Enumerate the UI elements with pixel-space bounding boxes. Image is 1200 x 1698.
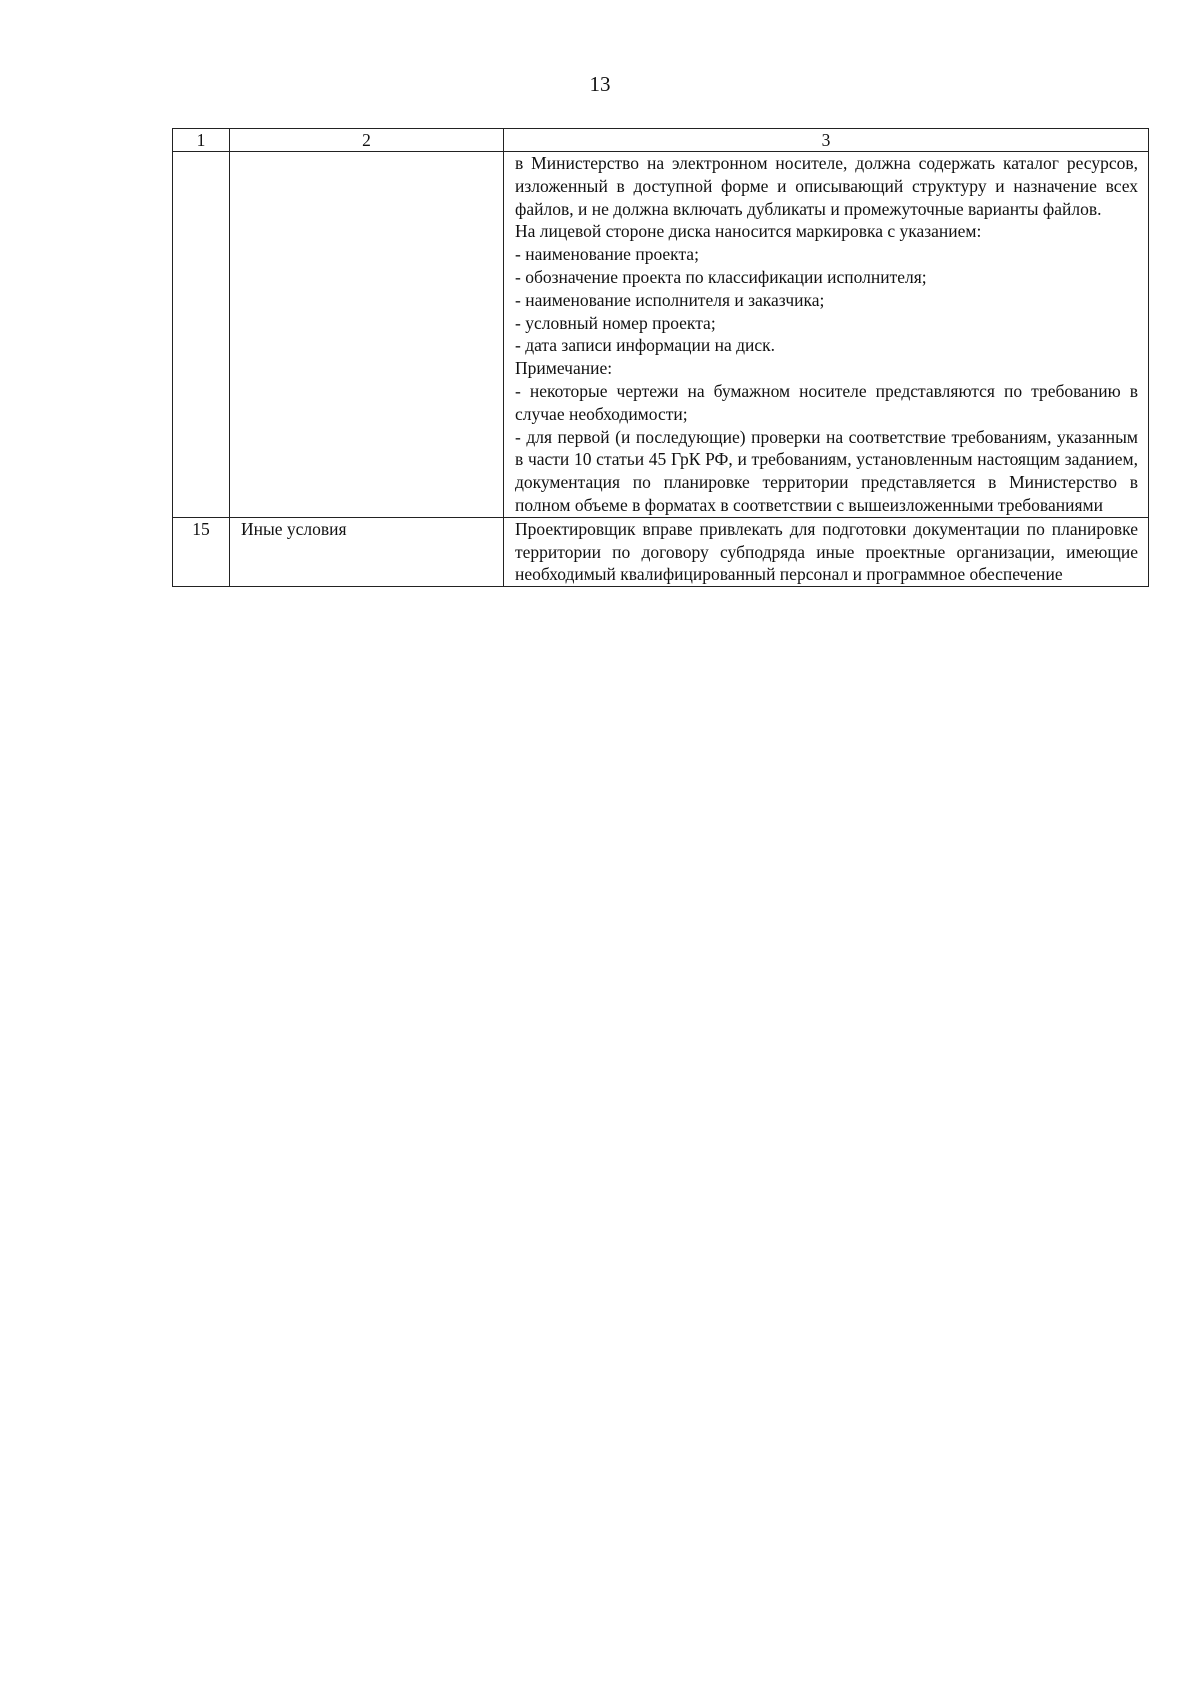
note-item: - некоторые чертежи на бумажном носителе представляются по требованию в случае необходимости; — [515, 380, 1138, 424]
content-list-item: - условный номер проекта; — [515, 312, 716, 333]
table-row — [173, 517, 1149, 586]
note-item: - для первой (и последующие) проверки на соответствие требованиям, указанным в части 10 статьи 45 ГрК РФ, и требованиям, установленным настоящим заданием, документация по планировке территории представляется в Министерство в полном объеме в форматах в соответствии с вышеизложенными требованиями — [515, 426, 1138, 515]
table-row — [173, 152, 1149, 518]
header-col-3: 3 — [504, 129, 1149, 152]
content-list-item: - дата записи информации на диск. — [515, 335, 776, 356]
content-paragraph: На лицевой стороне диска наносится маркировка с указанием: — [515, 221, 982, 242]
content-list-item: - наименование исполнителя и заказчика; — [515, 289, 825, 310]
content-list-item: - наименование проекта; — [515, 244, 699, 265]
content-list-item: - обозначение проекта по классификации исполнителя; — [515, 266, 927, 287]
header-col-1: 1 — [173, 129, 230, 152]
header-col-2: 2 — [230, 129, 504, 152]
content-paragraph: Проектировщик вправе привлекать для подготовки документации по планировке территории по договору субподряда иные проектные организации, имеющие необходимый квалифицированный персонал и программное обеспечение — [515, 518, 1138, 585]
note-heading: Примечание: — [515, 358, 613, 379]
row-content — [504, 152, 1149, 518]
row-number — [173, 152, 230, 518]
requirements-table — [172, 128, 1149, 587]
table-header-row — [173, 129, 1149, 152]
content-paragraph: в Министерство на электронном носителе, должна содержать каталог ресурсов, изложенный в доступной форме и описывающий структуру и назначение всех файлов, и не должна включать дубликаты и промежуточные варианты файлов. — [515, 153, 1138, 219]
page-number: 13 — [589, 72, 611, 96]
row-content — [504, 517, 1149, 586]
row-name — [230, 152, 504, 518]
row-number: 15 — [173, 517, 230, 586]
row-name: Иные условия — [230, 517, 504, 586]
